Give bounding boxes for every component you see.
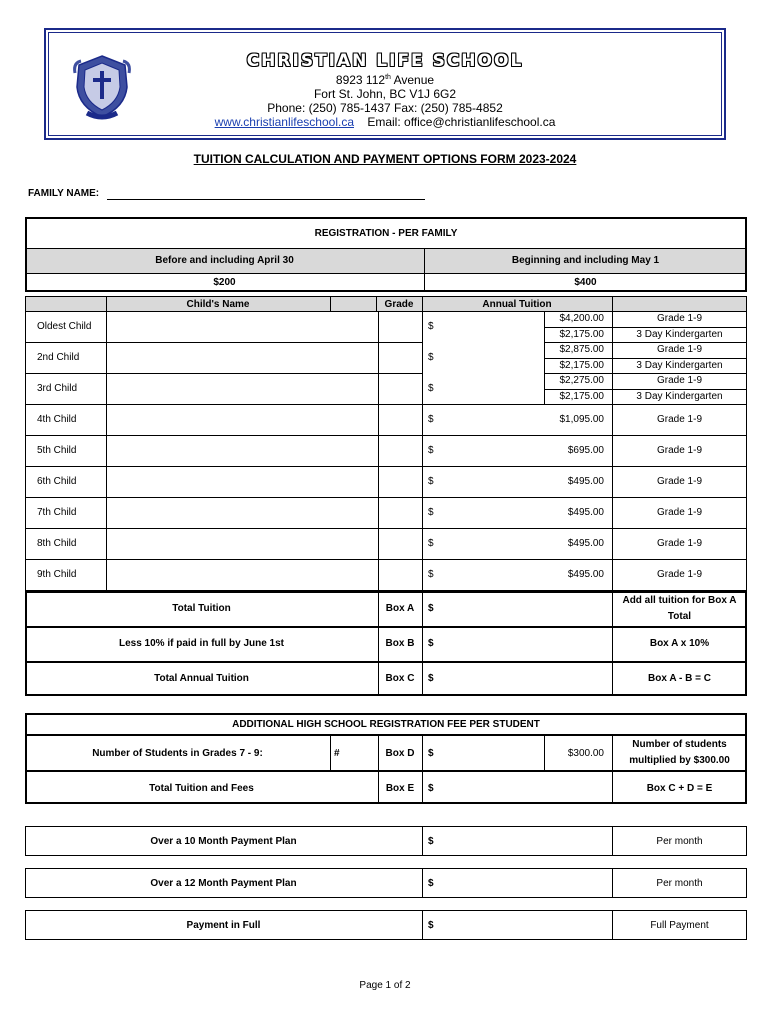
child-tuition-field[interactable]: $ <box>428 321 434 332</box>
child-tuition-field[interactable]: $ <box>428 507 434 518</box>
family-name-label: FAMILY NAME: <box>28 188 100 199</box>
plan-note: Per month <box>656 877 703 889</box>
total-tuition-fees-label: Total Tuition and Fees <box>149 782 254 794</box>
plan-amount-field[interactable]: $ <box>428 919 434 931</box>
plan-note: Full Payment <box>650 919 709 931</box>
rate-description: Grade 1-9 <box>656 344 703 356</box>
child-name-field[interactable] <box>107 435 377 466</box>
page-number: Page 1 of 2 <box>359 979 411 991</box>
plan-amount-field[interactable]: $ <box>428 835 434 847</box>
rate-amount: $495.00 <box>567 538 604 549</box>
students-count-field[interactable]: # <box>334 747 340 759</box>
contact-line <box>49 115 721 129</box>
form-title: TUITION CALCULATION AND PAYMENT OPTIONS FORM 2023-2024 <box>193 152 577 166</box>
box-label: Box C <box>385 673 415 684</box>
rate-amount: $695.00 <box>567 445 604 456</box>
rate-description: Grade 1-9 <box>656 445 703 456</box>
child-label: 9th Child <box>37 569 77 580</box>
child-name-header: Child's Name <box>186 298 250 310</box>
total-label: Less 10% if paid in full by June 1st <box>118 638 285 649</box>
after-date-label: Beginning and including May 1 <box>511 255 660 266</box>
child-grade-field[interactable] <box>379 311 422 342</box>
plan-amount-field[interactable]: $ <box>428 877 434 889</box>
family-name-field[interactable] <box>107 199 425 200</box>
hs-fee-note: Number of students multiplied by $300.00 <box>629 739 730 766</box>
child-label: 8th Child <box>37 538 77 549</box>
rate-description: Grade 1-9 <box>656 414 703 425</box>
box-e-label: Box E <box>385 782 415 794</box>
rate-description: Grade 1-9 <box>656 507 703 518</box>
child-label: 2nd Child <box>37 352 80 363</box>
high-school-title: ADDITIONAL HIGH SCHOOL REGISTRATION FEE PER STUDENT <box>232 718 540 730</box>
child-label: 4th Child <box>37 414 77 425</box>
child-tuition-field[interactable]: $ <box>428 352 434 363</box>
plan-label: Payment in Full <box>186 919 261 931</box>
students-grades-label: Number of Students in Grades 7 - 9: <box>92 747 263 759</box>
total-field[interactable]: $ <box>428 673 434 684</box>
child-name-field[interactable] <box>107 559 377 590</box>
rate-amount: $2,875.00 <box>559 344 604 356</box>
child-tuition-field[interactable]: $ <box>428 538 434 549</box>
child-name-field[interactable] <box>107 497 377 528</box>
phone-line: Phone: (250) 785-1437 Fax: (250) 785-4852 <box>267 101 503 115</box>
hs-fee-amount: $300.00 <box>567 747 604 759</box>
before-date-label: Before and including April 30 <box>155 255 294 266</box>
after-fee: $400 <box>574 277 597 288</box>
child-label: 3rd Child <box>37 383 78 394</box>
rate-amount: $2,175.00 <box>559 390 604 402</box>
total-field[interactable]: $ <box>428 603 434 614</box>
rate-amount: $2,175.00 <box>559 359 604 371</box>
child-grade-field[interactable] <box>379 342 422 373</box>
child-name-field[interactable] <box>107 528 377 559</box>
total-field[interactable]: $ <box>428 638 434 649</box>
rate-description: 3 Day Kindergarten <box>636 390 723 402</box>
before-fee: $200 <box>213 277 236 288</box>
child-name-field[interactable] <box>107 342 377 373</box>
school-name: CHRISTIAN LIFE SCHOOL <box>246 51 524 71</box>
box-label: Box A <box>385 603 415 614</box>
rate-description: Grade 1-9 <box>656 569 703 580</box>
total-note: Box A - B = C <box>648 672 711 684</box>
child-grade-field[interactable] <box>379 559 422 590</box>
child-tuition-field[interactable]: $ <box>428 476 434 487</box>
child-tuition-field[interactable]: $ <box>428 383 434 394</box>
rate-amount: $495.00 <box>567 507 604 518</box>
rate-amount: $1,095.00 <box>559 414 604 425</box>
address-line-1: 8923 112th Avenue <box>335 73 435 87</box>
child-label: 7th Child <box>37 507 77 518</box>
child-grade-field[interactable] <box>379 466 422 497</box>
box-d-label: Box D <box>385 747 415 759</box>
total-note: Box A x 10% <box>649 637 710 649</box>
rate-amount: $495.00 <box>567 569 604 580</box>
child-grade-field[interactable] <box>379 373 422 404</box>
child-name-field[interactable] <box>107 404 377 435</box>
child-grade-field[interactable] <box>379 528 422 559</box>
rate-description: Grade 1-9 <box>656 375 703 387</box>
child-label: Oldest Child <box>37 321 92 332</box>
child-tuition-field[interactable]: $ <box>428 569 434 580</box>
rate-amount: $2,275.00 <box>559 375 604 387</box>
total-label: Total Tuition <box>172 603 231 614</box>
child-name-field[interactable] <box>107 373 377 404</box>
box-label: Box B <box>385 638 415 649</box>
plan-note: Per month <box>656 835 703 847</box>
address-line-2: Fort St. John, BC V1J 6G2 <box>313 87 457 101</box>
box-e-field[interactable]: $ <box>428 782 434 794</box>
total-label: Total Annual Tuition <box>154 673 249 684</box>
website-link[interactable]: www.christianlifeschool.ca <box>214 115 354 129</box>
rate-amount: $495.00 <box>567 476 604 487</box>
child-name-field[interactable] <box>107 311 377 342</box>
school-header <box>44 28 726 140</box>
email-text: Email: office@christianlifeschool.ca <box>367 115 556 129</box>
child-grade-field[interactable] <box>379 435 422 466</box>
rate-amount: $2,175.00 <box>559 328 604 340</box>
rate-description: 3 Day Kindergarten <box>636 359 723 371</box>
child-name-field[interactable] <box>107 466 377 497</box>
child-label: 6th Child <box>37 476 77 487</box>
box-d-field[interactable]: $ <box>428 747 434 759</box>
annual-tuition-header: Annual Tuition <box>482 298 552 310</box>
rate-description: Grade 1-9 <box>656 538 703 549</box>
registration-title: REGISTRATION - PER FAMILY <box>314 227 458 239</box>
child-label: 5th Child <box>37 445 77 456</box>
plan-label: Over a 12 Month Payment Plan <box>150 877 297 889</box>
child-grade-field[interactable] <box>379 497 422 528</box>
rate-description: 3 Day Kindergarten <box>636 328 723 340</box>
rate-amount: $4,200.00 <box>559 313 604 325</box>
rate-description: Grade 1-9 <box>656 313 703 325</box>
rate-description: Grade 1-9 <box>656 476 703 487</box>
grade-header: Grade <box>384 298 414 310</box>
child-tuition-field[interactable]: $ <box>428 414 434 425</box>
box-e-note: Box C + D = E <box>646 782 713 794</box>
child-grade-field[interactable] <box>379 404 422 435</box>
total-note: Add all tuition for Box A Total <box>622 594 737 622</box>
plan-label: Over a 10 Month Payment Plan <box>150 835 297 847</box>
child-tuition-field[interactable]: $ <box>428 445 434 456</box>
